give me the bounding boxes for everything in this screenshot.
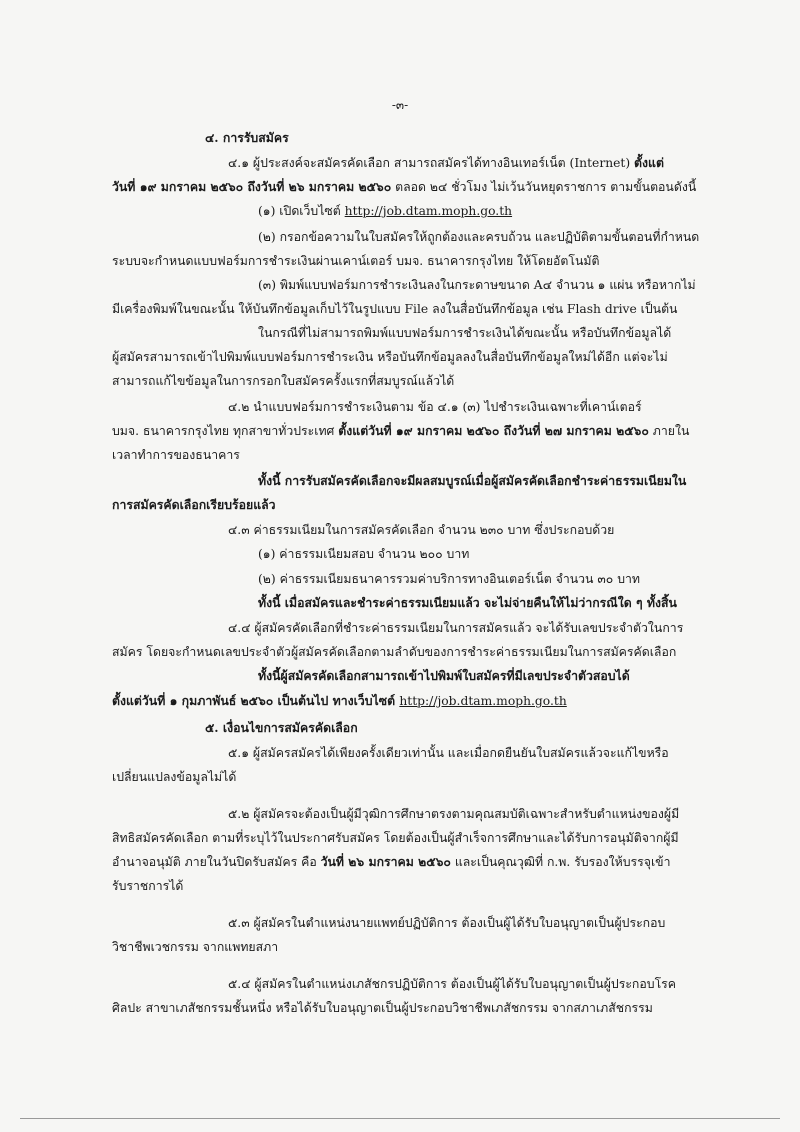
s4-1-step3-line5: สามารถแก้ไขข้อมูลในการกรอกใบสมัครครั้งแรกที่สมบูรณ์แล้วได้ — [112, 374, 455, 388]
s4-1-step3-line1: (๓) พิมพ์แบบฟอร์มการชำระเงินลงในกระดาษขนาด A๔ จำนวน ๑ แผ่น หรือหากไม่ — [258, 278, 696, 292]
s5-2-text2: และเป็นคุณวุฒิที่ ก.พ. รับรองให้บรรจุเข้า — [450, 855, 671, 869]
s4-1-text2: ตลอด ๒๔ ชั่วโมง ไม่เว้นวันหยุดราชการ ตามขั้นตอนดังนี้ — [391, 180, 697, 194]
scan-edge-line — [20, 1118, 780, 1119]
s4-2-line3: เวลาทำการของธนาคาร — [112, 448, 240, 462]
s4-1-step3-line3: ในกรณีที่ไม่สามารถพิมพ์แบบฟอร์มการชำระเงินได้ขณะนั้น หรือบันทึกข้อมูลได้ — [258, 326, 672, 340]
s4-1-dates: วันที่ ๑๙ มกราคม ๒๕๖๐ ถึงวันที่ ๒๖ มกราคม ๒๕๖๐ — [112, 179, 392, 194]
page-number: -๓- — [391, 98, 409, 112]
s5-2-line1: ๕.๒ ผู้สมัครจะต้องเป็นผู้มีวุฒิการศึกษาตรงตามคุณสมบัติเฉพาะสำหรับตำแหน่งของผู้มี — [228, 807, 680, 821]
s4-1-step3-line2: มีเครื่องพิมพ์ในขณะนั้น ให้บันทึกข้อมูลเก็บไว้ในรูปแบบ File ลงในสื่อบันทึกข้อมูล เช่น Flash drive เป็นต้น — [112, 302, 678, 316]
website-link-2[interactable]: http://job.dtam.moph.go.th — [399, 694, 567, 708]
s4-2-line2 — [112, 423, 702, 439]
s4-2-note-line2: การสมัครคัดเลือกเรียบร้อยแล้ว — [112, 497, 276, 512]
s4-1-step1 — [258, 203, 800, 219]
s4-2-dates: ตั้งแต่วันที่ ๑๙ มกราคม ๒๕๖๐ ถึงวันที่ ๒๗ มกราคม ๒๕๖๐ — [338, 423, 649, 438]
step1-text: (๑) เปิดเว็บไซต์ — [258, 204, 345, 218]
s4-2-text2: ภายใน — [648, 424, 690, 438]
website-link[interactable]: http://job.dtam.moph.go.th — [344, 204, 513, 218]
s5-3-line1: ๕.๓ ผู้สมัครในตำแหน่งนายแพทย์ปฏิบัติการ ต้องเป็นผู้ได้รับใบอนุญาตเป็นผู้ประกอบ — [228, 916, 666, 930]
s4-1-step3-line4: ผู้สมัครสามารถเข้าไปพิมพ์แบบฟอร์มการชำระเงิน หรือบันทึกข้อมูลลงในสื่อบันทึกข้อมูลใหม่ได้อีก แต่จะไม่ — [112, 350, 668, 364]
s4-1-line1 — [228, 155, 800, 171]
s5-2-text: อำนาจอนุมัติ ภายในวันปิดรับสมัคร คือ — [112, 855, 321, 869]
s4-2-note-line1: ทั้งนี้ การรับสมัครคัดเลือกจะมีผลสมบูรณ์เมื่อผู้สมัครคัดเลือกชำระค่าธรรมเนียมใน — [258, 473, 687, 488]
s4-1-text: ๔.๑ ผู้ประสงค์จะสมัครคัดเลือก สามารถสมัครได้ทางอินเทอร์เน็ต (Internet) — [228, 156, 635, 170]
s4-2-line1: ๔.๒ นำแบบฟอร์มการชำระเงินตาม ข้อ ๔.๑ (๓) ไปชำระเงินเฉพาะที่เคาน์เตอร์ — [228, 400, 642, 414]
s4-1-step2-line2: ระบบจะกำหนดแบบฟอร์มการชำระเงินผ่านเคาน์เตอร์ บมจ. ธนาคารกรุงไทย ให้โดยอัตโนมัติ — [112, 254, 600, 268]
s4-4-note-line2 — [112, 693, 702, 709]
s5-2-date: วันที่ ๒๖ มกราคม ๒๕๖๐ — [320, 854, 451, 869]
s5-2-line3 — [112, 854, 702, 870]
s5-2-line2: สิทธิสมัครคัดเลือก ตามที่ระบุไว้ในประกาศรับสมัคร โดยต้องเป็นผู้สำเร็จการศึกษาและได้รับการอนุมัติจากผู้มี — [112, 831, 679, 845]
s4-2-text: บมจ. ธนาคารกรุงไทย ทุกสาขาทั่วประเทศ — [112, 424, 339, 438]
s4-4-line1: ๔.๔ ผู้สมัครคัดเลือกที่ชำระค่าธรรมเนียมในการสมัครแล้ว จะได้รับเลขประจำตัวในการ — [228, 621, 684, 635]
s5-1-line1: ๕.๑ ผู้สมัครสมัครได้เพียงครั้งเดียวเท่านั้น และเมื่อกดยืนยันใบสมัครแล้วจะแก้ไขหรือ — [228, 746, 669, 760]
s4-1-emph: ตั้งแต่ — [634, 155, 664, 170]
s4-4-note-text: ตั้งแต่วันที่ ๑ กุมภาพันธ์ ๒๕๖๐ เป็นต้นไป ทางเว็บไซต์ — [112, 693, 400, 708]
s4-3-item2: (๒) ค่าธรรมเนียมธนาคารรวมค่าบริการทางอินเตอร์เน็ต จำนวน ๓๐ บาท — [258, 572, 641, 586]
s5-3-line2: วิชาชีพเวชกรรม จากแพทยสภา — [112, 940, 279, 954]
s4-4-note-line1: ทั้งนี้ผู้สมัครคัดเลือกสามารถเข้าไปพิมพ์ใบสมัครที่มีเลขประจำตัวสอบได้ — [258, 668, 630, 683]
section-5-heading: ๕. เงื่อนไขการสมัครคัดเลือก — [205, 720, 358, 735]
s4-3-line1: ๔.๓ ค่าธรรมเนียมในการสมัครคัดเลือก จำนวน ๒๓๐ บาท ซึ่งประกอบด้วย — [228, 523, 615, 537]
s4-1-line2 — [112, 179, 702, 195]
section-4-heading: ๔. การรับสมัคร — [205, 130, 289, 145]
s4-1-step2-line1: (๒) กรอกข้อความในใบสมัครให้ถูกต้องและครบถ้วน และปฏิบัติตามขั้นตอนที่กำหนด — [258, 230, 700, 244]
s5-2-line4: รับราชการได้ — [112, 879, 184, 893]
s4-3-item1: (๑) ค่าธรรมเนียมสอบ จำนวน ๒๐๐ บาท — [258, 547, 470, 561]
s4-4-line2: สมัคร โดยจะกำหนดเลขประจำตัวผู้สมัครคัดเลือกตามลำดับของการชำระค่าธรรมเนียมในการสมัครคัดเลือก — [112, 645, 677, 659]
s4-3-note: ทั้งนี้ เมื่อสมัครและชำระค่าธรรมเนียมแล้ว จะไม่จ่ายคืนให้ไม่ว่ากรณีใด ๆ ทั้งสิ้น — [258, 595, 677, 610]
s5-1-line2: เปลี่ยนแปลงข้อมูลไม่ได้ — [112, 770, 237, 784]
s5-4-line1: ๕.๔ ผู้สมัครในตำแหน่งเภสัชกรปฏิบัติการ ต้องเป็นผู้ได้รับใบอนุญาตเป็นผู้ประกอบโรค — [228, 977, 677, 991]
s5-4-line2: ศิลปะ สาขาเภสัชกรรมชั้นหนึ่ง หรือได้รับใบอนุญาตเป็นผู้ประกอบวิชาชีพเภสัชกรรม จากสภาเภสัชกรรม — [112, 1001, 653, 1015]
